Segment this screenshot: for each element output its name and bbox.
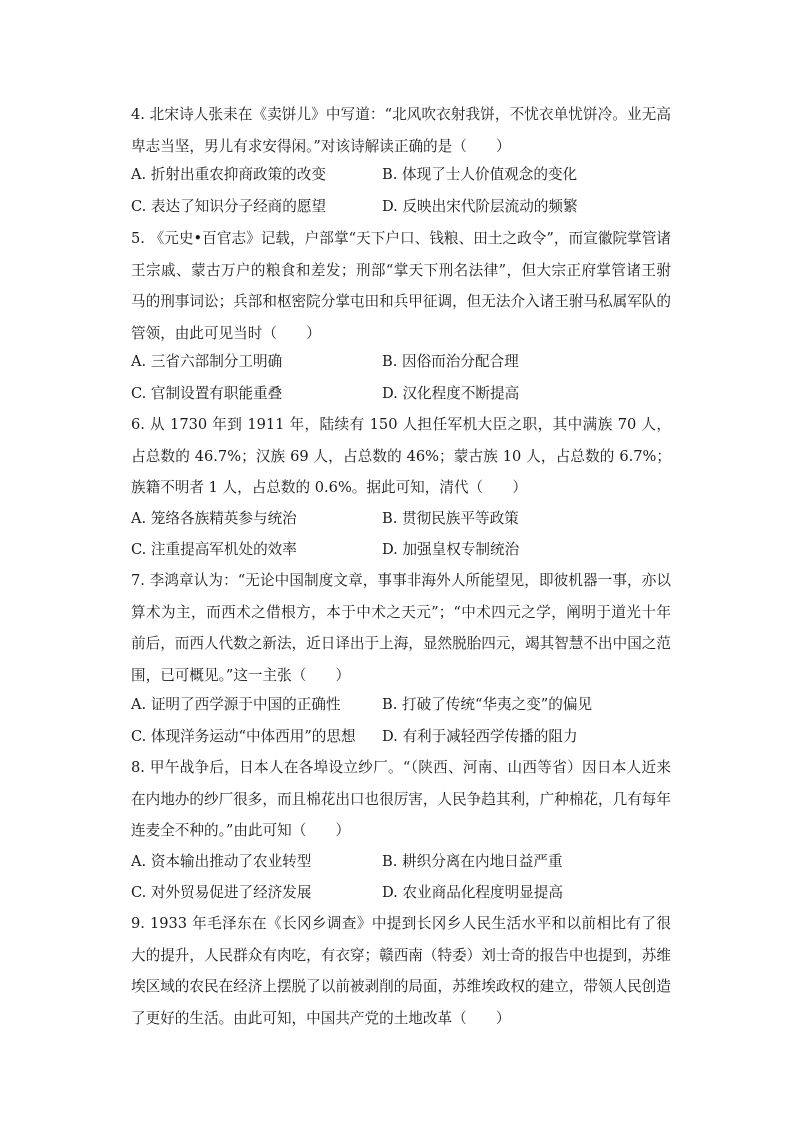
option-b[interactable]: B. 耕织分离在内地日益严重 (382, 853, 563, 870)
option-d[interactable]: D. 反映出宋代阶层流动的频繁 (382, 198, 578, 215)
question-6-stem (131, 409, 671, 504)
question-8-options-row-1 (131, 846, 691, 877)
option-d[interactable]: D. 加强皇权专制统治 (382, 541, 520, 558)
question-text: 4. 北宋诗人张耒在《卖饼儿》中写道：“北风吹衣射我饼，不忧衣单忧饼冷。业无高卑志当坚，男儿有求安得闲。”对该诗解读正确的是（ ） (131, 106, 671, 155)
option-d[interactable]: D. 农业商品化程度明显提高 (382, 884, 563, 901)
option-d[interactable]: D. 有利于减轻西学传播的阻力 (382, 728, 578, 745)
option-c[interactable]: C. 表达了知识分子经商的愿望 (131, 198, 327, 215)
option-c[interactable]: C. 官制设置有职能重叠 (131, 385, 283, 402)
option-b[interactable]: B. 打破了传统“华夷之变”的偏见 (382, 696, 593, 713)
option-a[interactable]: A. 笼络各族精英参与统治 (131, 510, 297, 527)
option-b[interactable]: B. 贯彻民族平等政策 (382, 510, 519, 527)
question-9-stem (131, 908, 671, 1034)
option-a[interactable]: A. 资本输出推动了农业转型 (131, 853, 312, 870)
question-text: 5. 《元史•百官志》记载，户部掌“天下户口、钱粮、田土之政令”，而宣徽院掌管诸王宗戚、蒙古万户的粮食和差发；刑部“掌天下刑名法律”，但大宗正府掌管诸王驸马的刑事词讼；兵部和枢密院分掌屯田和兵甲征调，但无法介入诸王驸马私属军队的管领，由此可见当时（ ） (131, 230, 671, 342)
option-a[interactable]: A. 证明了西学源于中国的正确性 (131, 696, 341, 713)
option-b[interactable]: B. 体现了士人价值观念的变化 (382, 166, 578, 183)
question-5-options-row-2 (131, 378, 691, 409)
question-8-options-row-2 (131, 877, 691, 908)
option-a[interactable]: A. 折射出重农抑商政策的改变 (131, 166, 326, 183)
question-text: 6. 从 1730 年到 1911 年，陆续有 150 人担任军机大臣之职，其中满族 70 人，占总数的 46.7%；汉族 69 人，占总数的 46%；蒙古族 10 人，占总数的 6.7%；族籍不明者 1 人，占总数的 0.6%。据此可知，清代（ ） (131, 416, 671, 497)
question-4-stem (131, 99, 671, 162)
option-d[interactable]: D. 汉化程度不断提高 (382, 385, 520, 402)
question-6-options-row-1 (131, 503, 691, 534)
option-c[interactable]: C. 对外贸易促进了经济发展 (131, 884, 312, 901)
question-6-options-row-2 (131, 534, 691, 565)
question-7-options-row-1 (131, 689, 691, 720)
question-8-stem (131, 752, 671, 847)
question-5-options-row-1 (131, 346, 691, 377)
option-c[interactable]: C. 体现洋务运动“中体西用”的思想 (131, 728, 356, 745)
option-a[interactable]: A. 三省六部制分工明确 (131, 353, 283, 370)
question-text: 9. 1933 年毛泽东在《长冈乡调查》中提到长冈乡人民生活水平和以前相比有了很大的提升，人民群众有肉吃，有衣穿；赣西南（特委）刘士奇的报告中也提到，苏维埃区域的农民在经济上摆脱了以前被剥削的局面，苏维埃政权的建立，带领人民创造了更好的生活。由此可知，中国共产党的土地改革（ ） (131, 915, 671, 1027)
question-7-options-row-2 (131, 721, 691, 752)
question-4-options-row-1 (131, 159, 691, 190)
question-7-stem (131, 565, 671, 691)
question-text: 7. 李鸿章认为：“无论中国制度文章，事事非海外人所能望见，即彼机器一事，亦以算术为主，而西术之借根方，本于中术之天元”；“中术四元之学，阐明于道光十年前后，而西人代数之新法，近日译出于上海，显然脱胎四元，竭其智慧不出中国之范围，已可概见。”这一主张（ ） (131, 572, 671, 684)
question-text: 8. 甲午战争后，日本人在各埠设立纱厂。“（陕西、河南、山西等省）因日本人近来在内地办的纱厂很多，而且棉花出口也很厉害，人民争趋其利，广种棉花，几有每年连麦全不种的。”由此可知（ ） (131, 759, 671, 840)
question-5-stem (131, 223, 671, 349)
option-c[interactable]: C. 注重提高军机处的效率 (131, 541, 297, 558)
question-4-options-row-2 (131, 191, 691, 222)
option-b[interactable]: B. 因俗而治分配合理 (382, 353, 519, 370)
